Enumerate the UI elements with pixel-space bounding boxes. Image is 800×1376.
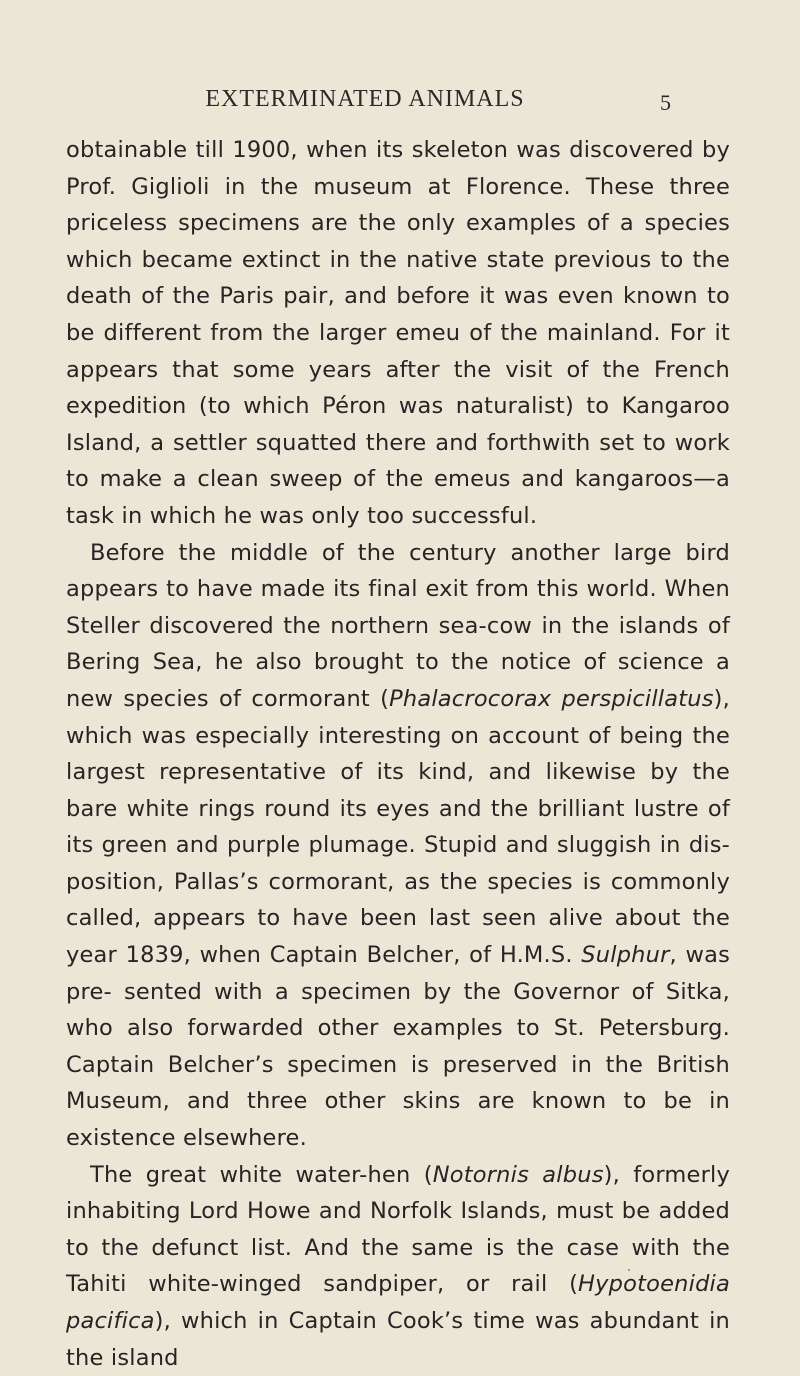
text-run: , was pre- sented with a specimen by the Governor of Sitka, who also forwarded other examples to St. Petersburg. Captain Belcher’s specimen is preserved in the British Museum, and three other skins are known to be in existence elsewhere.	[66, 942, 730, 1152]
text-run: obtainable till 1900, when its skeleton was discovered by Prof. Giglioli in the museum at Florence. These three priceless specimens are the only examples of a species which became extinct in the native state previous to the death of the Paris pair, and before it was even known to be different from the larger emeu of the mainland. For it appears that some years after the visit of the French expedition (to which Péron was naturalist) to Kangaroo Island, a settler squatted there and forthwith set to work to make a clean sweep of the emeus and kangaroos—a task in which he was only too successful.	[66, 137, 730, 529]
body-text	[66, 132, 730, 1376]
paragraph-2	[66, 535, 730, 1157]
text-run: ), which was especially interesting on account of being the largest representative of its kind, and likewise by the bare white rings round its eyes and the brilliant lustre of its green and purple plumage. Stupid and sluggish in dis- position, Pallas’s cormorant, as the species is commonly called, appears to have been last seen alive about the year 1839, when Captain Belcher, of H.M.S.	[66, 685, 730, 969]
species-name-italic: Notornis albus	[432, 1161, 604, 1188]
species-name-italic: Hypotoenidia pacifica	[66, 1271, 730, 1334]
text-run: The great white water-hen (	[90, 1161, 433, 1188]
species-name-italic: Phalacrocorax perspicillatus	[389, 685, 714, 712]
paragraph-3	[66, 1157, 730, 1376]
ship-name-italic: Sulphur	[581, 942, 670, 969]
text-run: Before the middle of the century another large bird appears to have made its final exit from this world. When Steller discovered the northern sea-cow in the islands of Bering Sea, he also brought to the notice of science a new species of cormorant (	[66, 539, 730, 712]
text-run: ), formerly inhabiting Lord Howe and Norfolk Islands, must be added to the defunct list. And the same is the case with the Tahiti white-winged sandpiper, or rail (	[66, 1161, 730, 1298]
paragraph-1	[66, 132, 730, 535]
page-number: 5	[660, 90, 671, 115]
text-run: ), which in Captain Cook’s time was abundant in the island	[66, 1308, 730, 1371]
running-title: EXTERMINATED ANIMALS	[205, 86, 525, 112]
paper-speck	[628, 1269, 630, 1271]
